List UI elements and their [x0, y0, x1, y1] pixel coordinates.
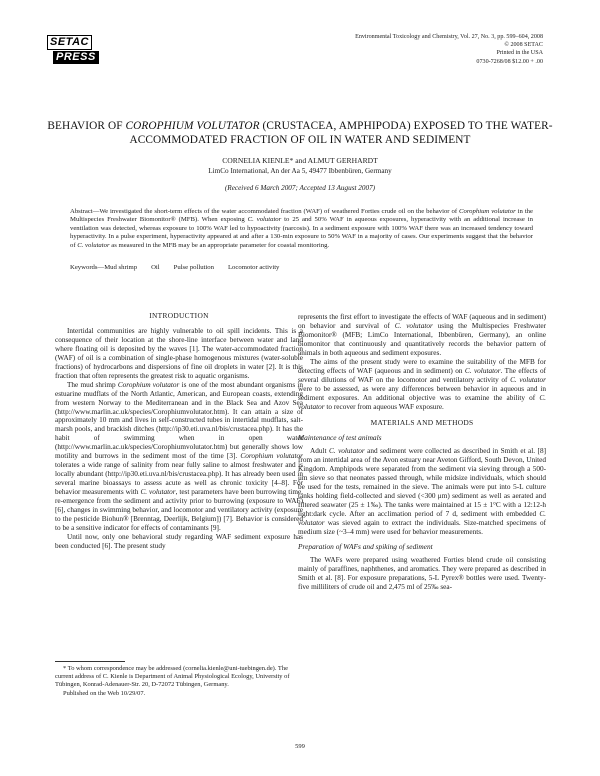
subsection-heading: Maintenance of test animals: [298, 433, 382, 443]
keywords: Keywords—Mud shrimp Oil Pulse pollution Locomotor activity: [70, 264, 280, 271]
footnote: [55, 665, 303, 698]
logo-setac: SETAC: [47, 35, 92, 50]
publisher-logo: [47, 35, 99, 64]
paragraph: Until now, only one behavioral study regarding WAF sediment exposure has been conducted [6]. The present study: [55, 532, 303, 550]
published-online-note: Published on the Web 10/29/07.: [63, 689, 146, 697]
subsection-heading: Preparation of WAFs and spiking of sediment: [298, 541, 433, 551]
printed-in: Printed in the USA: [496, 50, 543, 57]
paragraph: Intertidal communities are highly vulnerable to oil spill incidents. This is a consequence of their location at the shore-line interface between water and land where floating oil is deposited by the waves [1]. The water-accommodated fraction (WAF) of oil is a combination of single-phase homogenous mixtures (water-soluble fractions) of hydrocarbons and dispersions of fine oil droplets in water [2]. It is this fraction that often represents the greatest risk to aquatic organisms.: [55, 326, 303, 380]
abstract-label: Abstract: [70, 208, 93, 215]
title-species: COROPHIUM VOLUTATOR: [125, 120, 260, 132]
correspondence-note: * To whom correspondence may be addressed (cornelia.kienle@uni-tuebingen.de). The current address of C. Kienle is Department of Animal Physiological Ecology, University of Tübingen, Konrad-Adenauer-Str. 20, D-72072 Tübingen, Germany.: [55, 665, 290, 689]
paragraph: The mud shrimp Corophium volutator is one of the most abundant organisms in estuarine mudflats of the North Atlantic, American, and European coasts, extending from western Norway to the Mediterranean and in the Black Sea and Azov Sea (http://www.marlin.ac.uk/species/Corophiumvolutator.htm). It can attain a size of approximately 10 mm and lives in self-constructed tubes in intertidal mudflats, salt-marsh pools, and brackish ditches (http://ip30.eti.uva.nl/bis/crustacea.php). It has the habit of swimming when in open water (http://www.marlin.ac.uk/species/Corophiumvolutator.htm) but generally shows low motility and burrows in the sediment most of the time [3]. Corophium volutator tolerates a wide range of salinity from near fully saline to almost freshwater and is locally abundant (http://ip30.eti.uva.nl/bis/crustacea.php). It has already been used in several marine bioassays to assess acute as well as chronic toxicity [4–8]. For behavior measurements with C. volutator, test parameters have been burrowing time, re-emergence from the sediment and activity prior to burrowing (exposure to WAF) [6], changes in swimming behavior, and locomotor and ventilatory activity (exposure to the pesticide Biohun® [Brenntag, Deerlijk, Belgium]) [7]. Behavior is considered to be a sensitive indicator for effects of contaminants [9].: [55, 380, 303, 532]
keyword: Oil: [151, 264, 160, 271]
keyword: Mud shrimp: [104, 264, 138, 271]
journal-citation: Environmental Toxicology and Chemistry, Vol. 27, No. 3, pp. 599–604, 2008: [355, 34, 543, 40]
issn-price: 0730-7268/08 $12.00 + .00: [476, 58, 543, 65]
left-column: [55, 312, 303, 551]
paragraph: represents the first effort to investigate the effects of WAF (aqueous and in sediment) on behavior and survival of C. volutator using the Multispecies Freshwater Biomonitor® (MFB; LimCo International, Ibbenbüren, Germany), an online biomonitor that continuously and quantitatively records the behavior pattern of animals in both aqueous and sediment exposures.: [298, 313, 546, 357]
keyword: Pulse pollution: [173, 264, 214, 271]
paragraph: Adult C. volutator and sediment were collected as described in Smith et al. [8] from an intertidal area of the Avon estuary near Aveton Gifford, South Devon, United Kingdom. Amphipods were separated from the sediment via sieving through a 500-μm sieve so that neonates passed through, while midsize individuals, which should be used for the tests, remained in the sieve. The animals were put into 5-L culture tanks holding field-collected and sieved (<300 μm) sediment as well as aerated and filtered seawater (25 ± 1‰). The tanks were maintained at 15 ± 1°C with a 12:12-h light:dark cycle. After an acclimation period of 7 d, sediment with embedded C. volutator was sieved again to extract the individuals. Size-matched specimens of medium size (~3–4 mm) were used for behavior measurements.: [298, 447, 547, 536]
keyword: Locomotor activity: [227, 264, 280, 271]
logo-press: PRESS: [53, 51, 99, 64]
footnote-rule: [55, 661, 125, 662]
page-number: 599: [295, 743, 305, 750]
paragraph: The aims of the present study were to examine the suitability of the MFB for detecting effects of WAF (aqueous and in sediment) on C. volutator. The effects of several dilutions of WAF on the locomotor and ventilatory activity of C. volutator were to be assessed, as were any differences between behavior in aqueous and in sediment exposures. An additional objective was to examine the ability of C. volutator to recover from aqueous WAF exposure.: [298, 357, 546, 411]
right-column: [298, 313, 546, 592]
affiliation: LimCo International, An der Aa 5, 49477 Ibbenbüren, Germany: [208, 167, 392, 175]
paragraph: The WAFs were prepared using weathered Forties blend crude oil consisting mainly of paraffines, naphthenes, and aromatics. They were prepared as described in Smith et al. [8]. For exposure preparations, 5-L Pyrex® bottles were used. Twenty-five milliliters of crude oil and 2,475 ml of 25‰ sea-: [298, 555, 546, 591]
publication-info: [355, 33, 543, 66]
section-heading-introduction: INTRODUCTION: [149, 311, 209, 320]
copyright: © 2008 SETAC: [504, 42, 543, 49]
section-heading-methods: MATERIALS AND METHODS: [370, 418, 474, 428]
abstract: Abstract—We investigated the short-term effects of the water accommodated fraction (WAF) of weathered Forties crude oil on the behavior of Corophium volutator in the Multispecies Freshwater Biomonitor® (MFB). When exposing C. volutator to 25 and 50% WAF in aqueous exposures, hyperactivity with an additional increase in ventilation was detected, whereas exposure to 100% WAF led to hypoactivity (narcosis). In a sediment exposure with 100% WAF there was an increased tendency toward hyperactivity. In a pulse experiment, hyperactivity appeared at and after a 130-min exposure to 50% WAF in a majority of cases. Our experiments suggest that the behavior of C. volutator as measured in the MFB may be an appropriate parameter for coastal monitoring.: [70, 208, 533, 249]
article-title: BEHAVIOR OF COROPHIUM VOLUTATOR (CRUSTACEA, AMPHIPODA) EXPOSED TO THE WATER-ACCOMMODATED FRACTION OF OIL IN WATER AND SEDIMENT: [47, 120, 553, 146]
keywords-label: Keywords: [70, 264, 98, 271]
received-accepted-dates: (Received 6 March 2007; Accepted 13 August 2007): [224, 184, 376, 192]
authors: CORNELIA KIENLE* and ALMUT GERHARDT: [222, 156, 378, 165]
